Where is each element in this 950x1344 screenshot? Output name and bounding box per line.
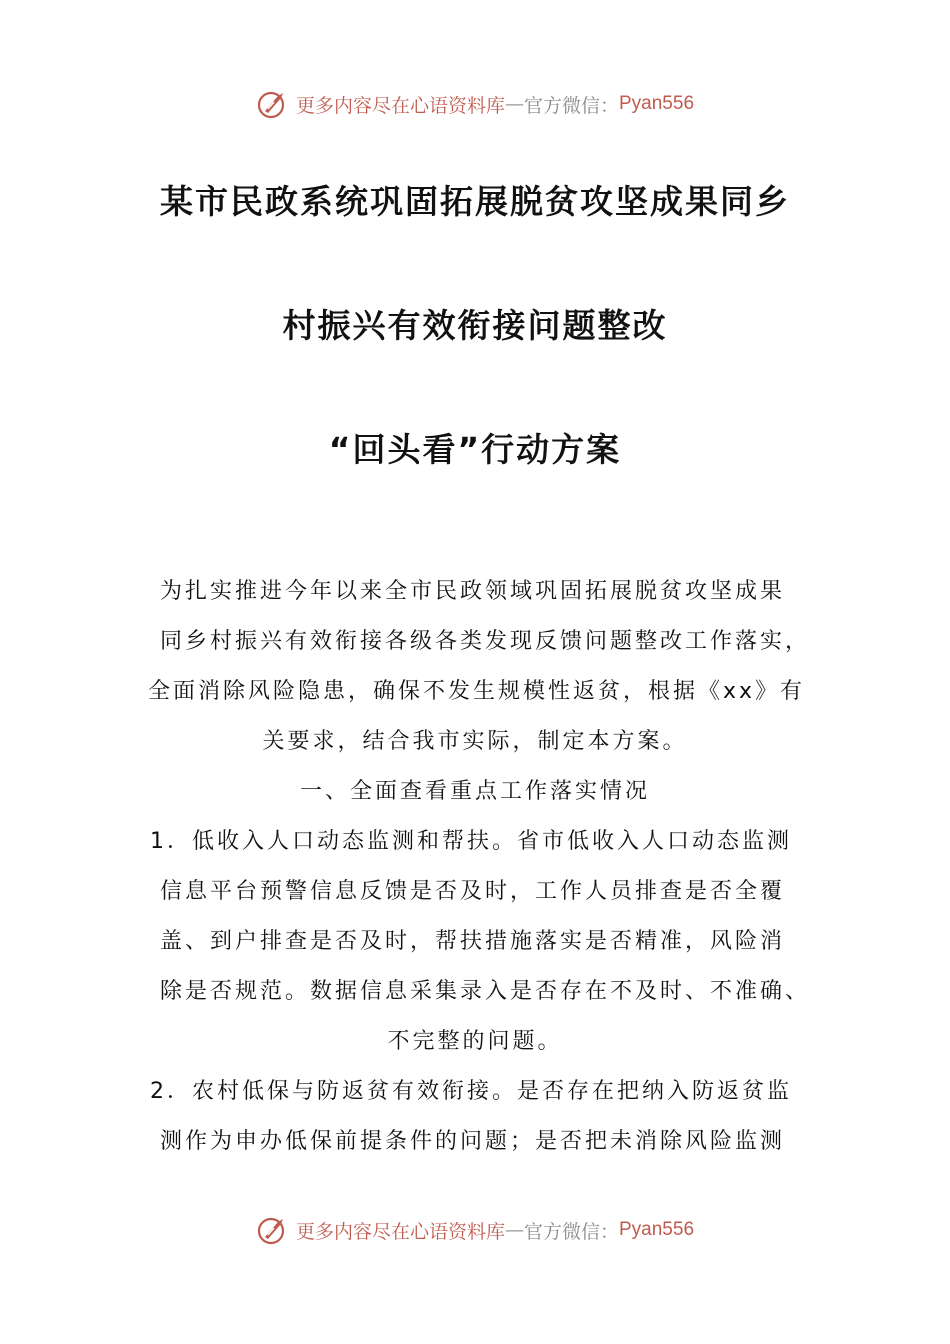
item2-line-2: 测作为申办低保前提条件的问题；是否把未消除风险监测 xyxy=(160,1129,786,1154)
watermark-separator: — xyxy=(504,1219,524,1241)
intro-line-4: 关要求，结合我市实际，制定本方案。 xyxy=(262,729,688,754)
watermark-wechat-label: 官方微信： xyxy=(523,94,619,117)
pen-circle-icon xyxy=(256,1213,290,1247)
watermark-text: 更多内容尽在心语资料库 xyxy=(295,94,505,117)
item1-line-3: 盖、到户排查是否及时，帮扶措施落实是否精准，风险消 xyxy=(160,929,786,954)
document-title-line-2: 村振兴有效衔接问题整改 xyxy=(282,306,668,345)
watermark-wechat-label: 官方微信： xyxy=(523,1220,619,1243)
watermark-text: 更多内容尽在心语资料库 xyxy=(295,1220,505,1243)
item1-line-4: 除是否规范。数据信息采集录入是否存在不及时、不准确、 xyxy=(160,979,811,1004)
item1-line-5: 不完整的问题。 xyxy=(387,1029,563,1054)
section-heading: 一、全面查看重点工作落实情况 xyxy=(299,779,650,804)
document-title-line-3: “回头看”行动方案 xyxy=(328,430,622,469)
intro-line-3: 全面消除风险隐患，确保不发生规模性返贫，根据《xx》有 xyxy=(148,679,806,704)
watermark-separator: — xyxy=(504,93,524,115)
watermark-wechat-id: Pyan556 xyxy=(619,1219,695,1240)
watermark-banner-bottom xyxy=(0,1208,950,1252)
document-title-line-1: 某市民政系统巩固拓展脱贫攻坚成果同乡 xyxy=(160,182,790,221)
pen-circle-icon xyxy=(256,87,290,121)
watermark-banner-top xyxy=(0,82,950,126)
item1-line-2: 信息平台预警信息反馈是否及时，工作人员排查是否全覆 xyxy=(160,879,786,904)
item2-line-1: 2．农村低保与防返贫有效衔接。是否存在把纳入防返贫监 xyxy=(150,1079,792,1104)
intro-line-1: 为扎实推进今年以来全市民政领域巩固拓展脱贫攻坚成果 xyxy=(160,579,786,604)
intro-line-2: 同乡村振兴有效衔接各级各类发现反馈问题整改工作落实， xyxy=(160,629,811,654)
item1-line-1: 1．低收入人口动态监测和帮扶。省市低收入人口动态监测 xyxy=(150,829,792,854)
watermark-wechat-id: Pyan556 xyxy=(619,93,695,114)
